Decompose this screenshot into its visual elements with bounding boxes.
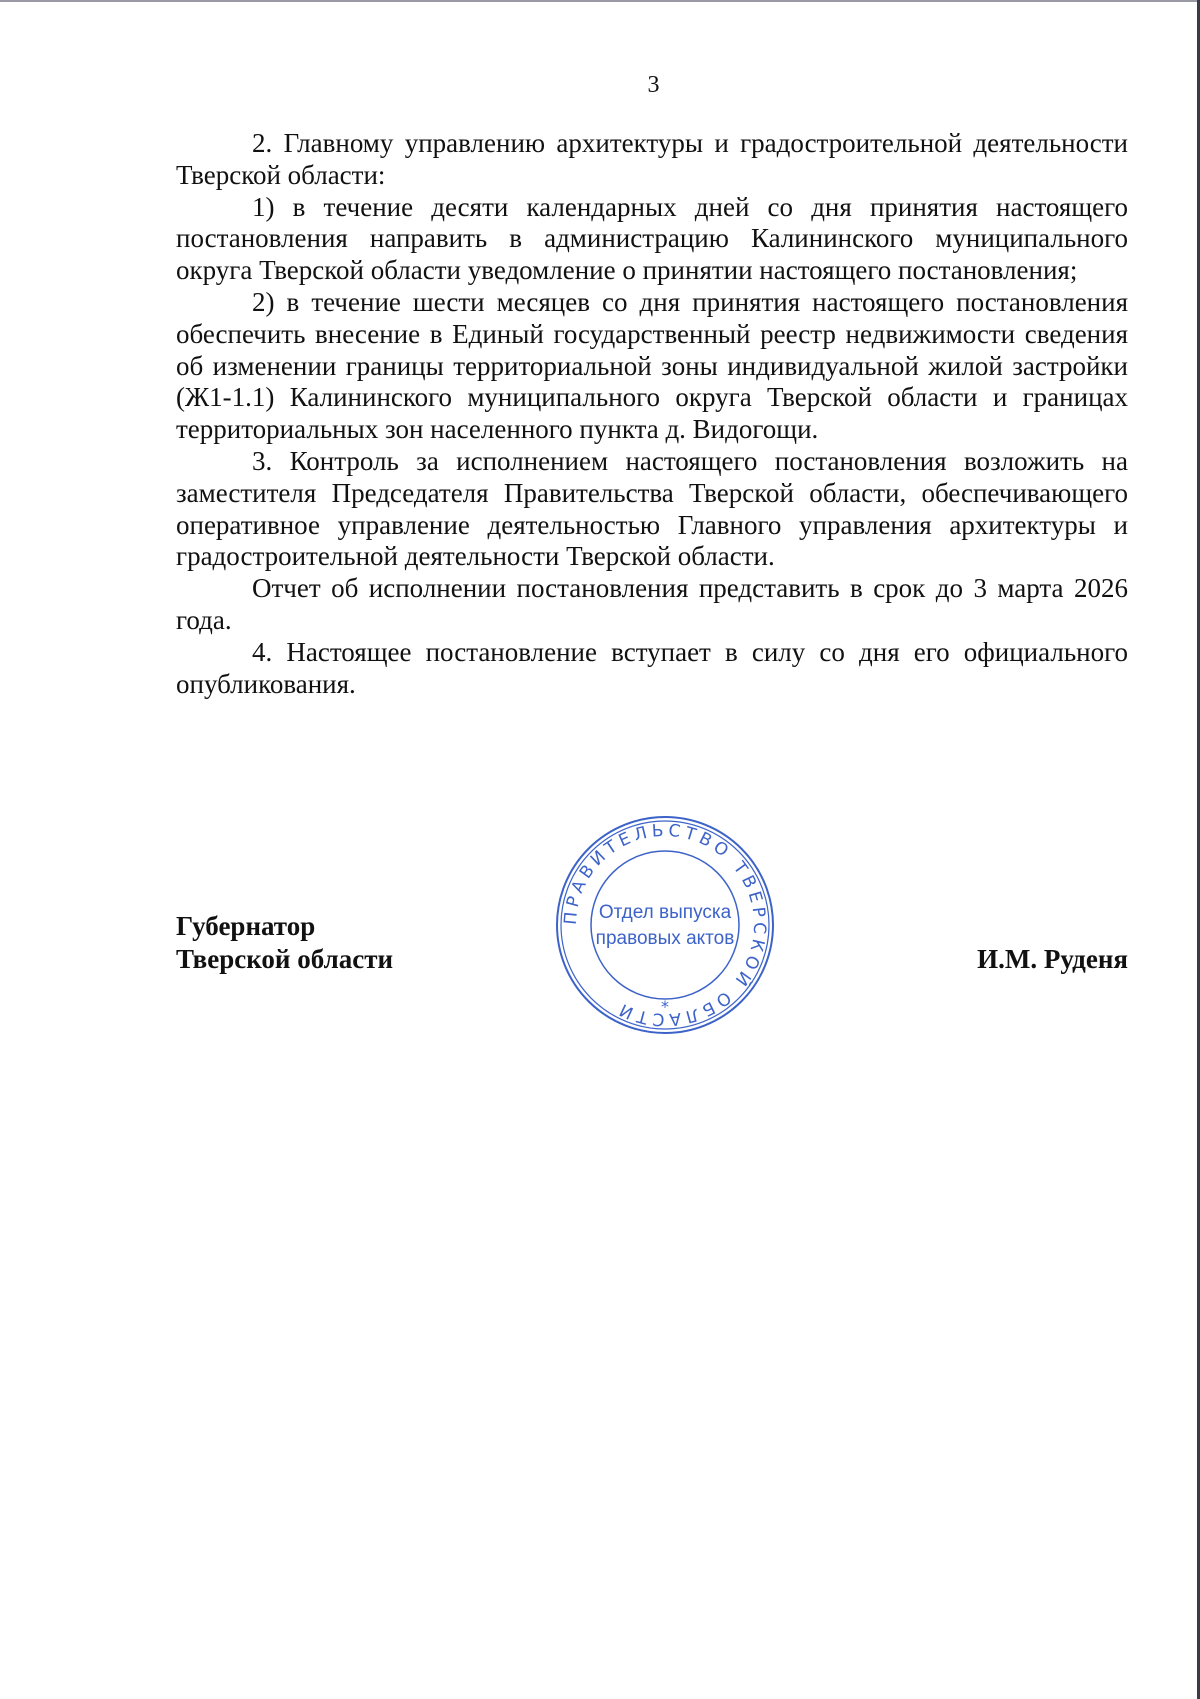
paragraph-item-2: 2. Главному управлению архитектуры и градостроительной деятельности Тверской области: [176,128,1128,190]
paragraph-item-4: 4. Настоящее постановление вступает в силу со дня его официального опубликования. [176,636,1128,699]
scan-edge-top [0,0,1200,2]
signatory-name: И.М. Руденя [977,944,1128,974]
paragraph-report-deadline: Отчет об исполнении постановления представить в срок до 3 марта 2026 года. [176,573,1128,635]
signature-block [176,910,1128,976]
paragraph-subitem-1: 1) в течение десяти календарных дней со дня принятия настоящего постановления направить в администрацию Калининского муниципального округа Тверской области уведомление о принятии настоящего постановления; [176,191,1128,286]
seal-center-line2: правовых актов [595,928,735,949]
seal-ring-textpath: ПРАВИТЕЛЬСТВО ТВЕРСКОЙ ОБЛАСТИ [560,820,770,1030]
page-number: 3 [647,72,660,98]
document-body [176,128,1128,700]
seal-center-line1: Отдел выпуска [598,902,732,923]
seal-star-icon: * [661,997,669,1016]
signatory-position-line1: Губернатор [176,911,316,941]
paragraph-item-3: 3. Контроль за исполнением настоящего постановления возложить на заместителя Председателя Правительства Тверской области, обеспечивающего оперативное управление деятельностью Главного управления архитектуры и градостроительной деятельности Тверской области. [176,445,1128,572]
paragraph-subitem-2: 2) в течение шести месяцев со дня принятия настоящего постановления обеспечить внесение в Единый государственный реестр недвижимости сведения об изменении границы территориальной зоны индивидуальной жилой застройки (Ж1-1.1) Калининского муниципального округа Тверской области и границах территориальных зон населенного пункта д. Видогощи. [176,286,1128,445]
signatory-position-line2: Тверской области [176,944,394,974]
